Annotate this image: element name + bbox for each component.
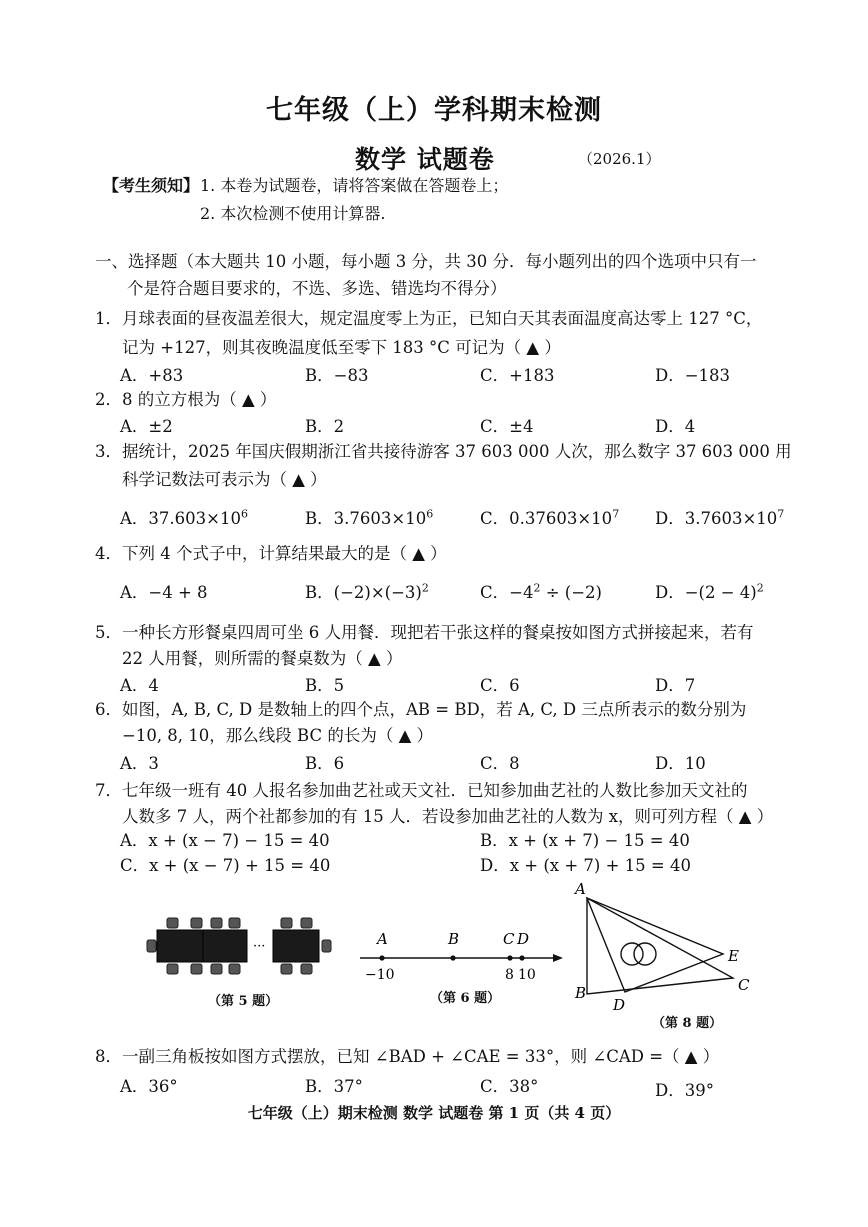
figure-6-point-c: C [503,930,515,948]
exam-date: （2026.1） [578,150,661,168]
figure-8-point-b: B [575,984,587,1002]
question-5-option-c: C．6 [480,676,520,695]
question-3-option-c: C．$0.37603\times 10^7$ [480,507,620,528]
question-5-option-b: B．5 [305,676,345,695]
figure-8-caption: （第 8 题） [652,1016,723,1031]
notice-line-1: 1. 本卷为试题卷，请将答案做在答题卷上； [200,176,509,195]
question-4-line-1: 4．下列 4 个式子中，计算结果最大的是（ ▲ ） [95,544,447,563]
question-8-option-d: D．39° [655,1081,714,1100]
question-1-option-b: B．−83 [305,366,369,385]
question-6-option-d: D．10 [655,754,706,773]
question-6-line-1: 6．如图，A, B, C, D 是数轴上的四个点，AB = BD，若 A, C, D 三点所表示的数分别为 [95,700,747,719]
question-8-line-1: 8．一副三角板按如图方式摆放，已知 ∠BAD + ∠CAE = 33°，则 ∠CAD =（ ▲ ） [95,1047,720,1066]
question-7-line-2: 人数多 7 人，两个社都参加的有 15 人．若设参加曲艺社的人数为 x，则可列方程（ ▲ ） [122,807,774,826]
figure-8-point-d: D [613,996,626,1014]
question-5-option-d: D．7 [655,676,696,695]
page-footer: 七年级（上）期末检测 数学 试题卷 第 1 页（共 4 页） [247,1104,621,1122]
question-2-line-1: 2．8 的立方根为（ ▲ ） [95,390,277,409]
question-2-option-a: A．±2 [120,417,173,436]
question-8-option-a: A．36° [120,1077,178,1096]
question-2-option-d: D．4 [655,417,696,436]
figure-6-value-neg10: −10 [365,967,395,983]
figure-8-point-c: C [738,976,750,994]
question-4-option-b: B．$(-2)\times(-3)^2$ [305,581,429,602]
question-1-line-1: 1．月球表面的昼夜温差很大，规定温度零上为正，已知白天其表面温度高达零上 127 °C， [95,309,763,328]
question-1-option-d: D．−183 [655,366,731,385]
exam-subtitle: 数学 试题卷 [355,145,495,174]
question-3-option-d: D．$3.7603\times 10^7$ [655,507,785,528]
figure-6-caption: （第 6 题） [430,991,501,1006]
question-1-option-c: C．+183 [480,366,555,385]
question-1-line-2: 记为 +127，则其夜晚温度低至零下 183 °C 可记为（ ▲ ） [122,338,561,357]
figure-5-ellipsis: ··· [253,939,266,954]
question-6-option-b: B．6 [305,754,345,773]
question-3-option-a: A．$37.603\times 10^6$ [120,507,248,528]
question-7-line-1: 7．七年级一班有 40 人报名参加曲艺社或天文社．已知参加曲艺社的人数比参加天文社的 [95,781,748,800]
question-5-line-2: 22 人用餐，则所需的餐桌数为（ ▲ ） [122,649,403,668]
figure-5-caption: （第 5 题） [208,994,279,1009]
notice-label: 【考生须知】 [103,176,200,195]
figure-6-value-10: 10 [518,967,536,983]
figure-6-number-line [355,920,570,990]
question-6-line-2: −10, 8, 10，那么线段 BC 的长为（ ▲ ） [122,726,434,745]
question-5-line-1: 5．一种长方形餐桌四周可坐 6 人用餐．现把若干张这样的餐桌按如图方式拼接起来，若有 [95,623,754,642]
question-5-option-a: A．4 [120,676,159,695]
figure-8-point-e: E [728,947,739,965]
figure-6-point-b: B [448,930,460,948]
question-7-option-c: C．x + (x − 7) + 15 = 40 [120,856,331,875]
question-4-option-d: D．$-(2 - 4)^2$ [655,581,764,602]
question-8-option-c: C．38° [480,1077,539,1096]
question-3-line-2: 科学记数法可表示为（ ▲ ） [122,470,327,489]
question-7-option-a: A．x + (x − 7) − 15 = 40 [120,831,330,850]
question-1-option-a: A．+83 [120,366,184,385]
question-6-option-c: C．8 [480,754,520,773]
figure-6-point-d: D [517,930,530,948]
question-2-option-b: B．2 [305,417,345,436]
question-2-option-c: C．±4 [480,417,534,436]
exam-title: 七年级（上）学科期末检测 [266,95,602,126]
figure-8-point-a: A [575,880,586,898]
question-7-option-d: D．x + (x + 7) + 15 = 40 [480,856,691,875]
section-heading-line-2: 个是符合题目要求的，不选、多选、错选均不得分） [127,279,507,298]
question-7-option-b: B．x + (x + 7) − 15 = 40 [480,831,690,850]
notice-line-2: 2. 本次检测不使用计算器. [200,204,386,223]
figure-5-tables [145,912,345,982]
question-3-line-1: 3．据统计，2025 年国庆假期浙江省共接待游客 37 603 000 人次，那么数字 37 603 000 用 [95,442,792,461]
section-heading-line-1: 一、选择题（本大题共 10 小题，每小题 3 分，共 30 分．每小题列出的四个选项中只有一 [95,252,757,271]
figure-6-point-a: A [377,930,388,948]
question-3-option-b: B．$3.7603\times 10^6$ [305,507,434,528]
question-8-option-b: B．37° [305,1077,363,1096]
question-4-option-c: C．$-4^2 \div (-2)$ [480,581,602,602]
question-6-option-a: A．3 [120,754,159,773]
question-4-option-a: A．−4 + 8 [120,583,208,602]
figure-8-set-squares [565,880,765,1020]
figure-6-value-8: 8 [505,967,514,983]
